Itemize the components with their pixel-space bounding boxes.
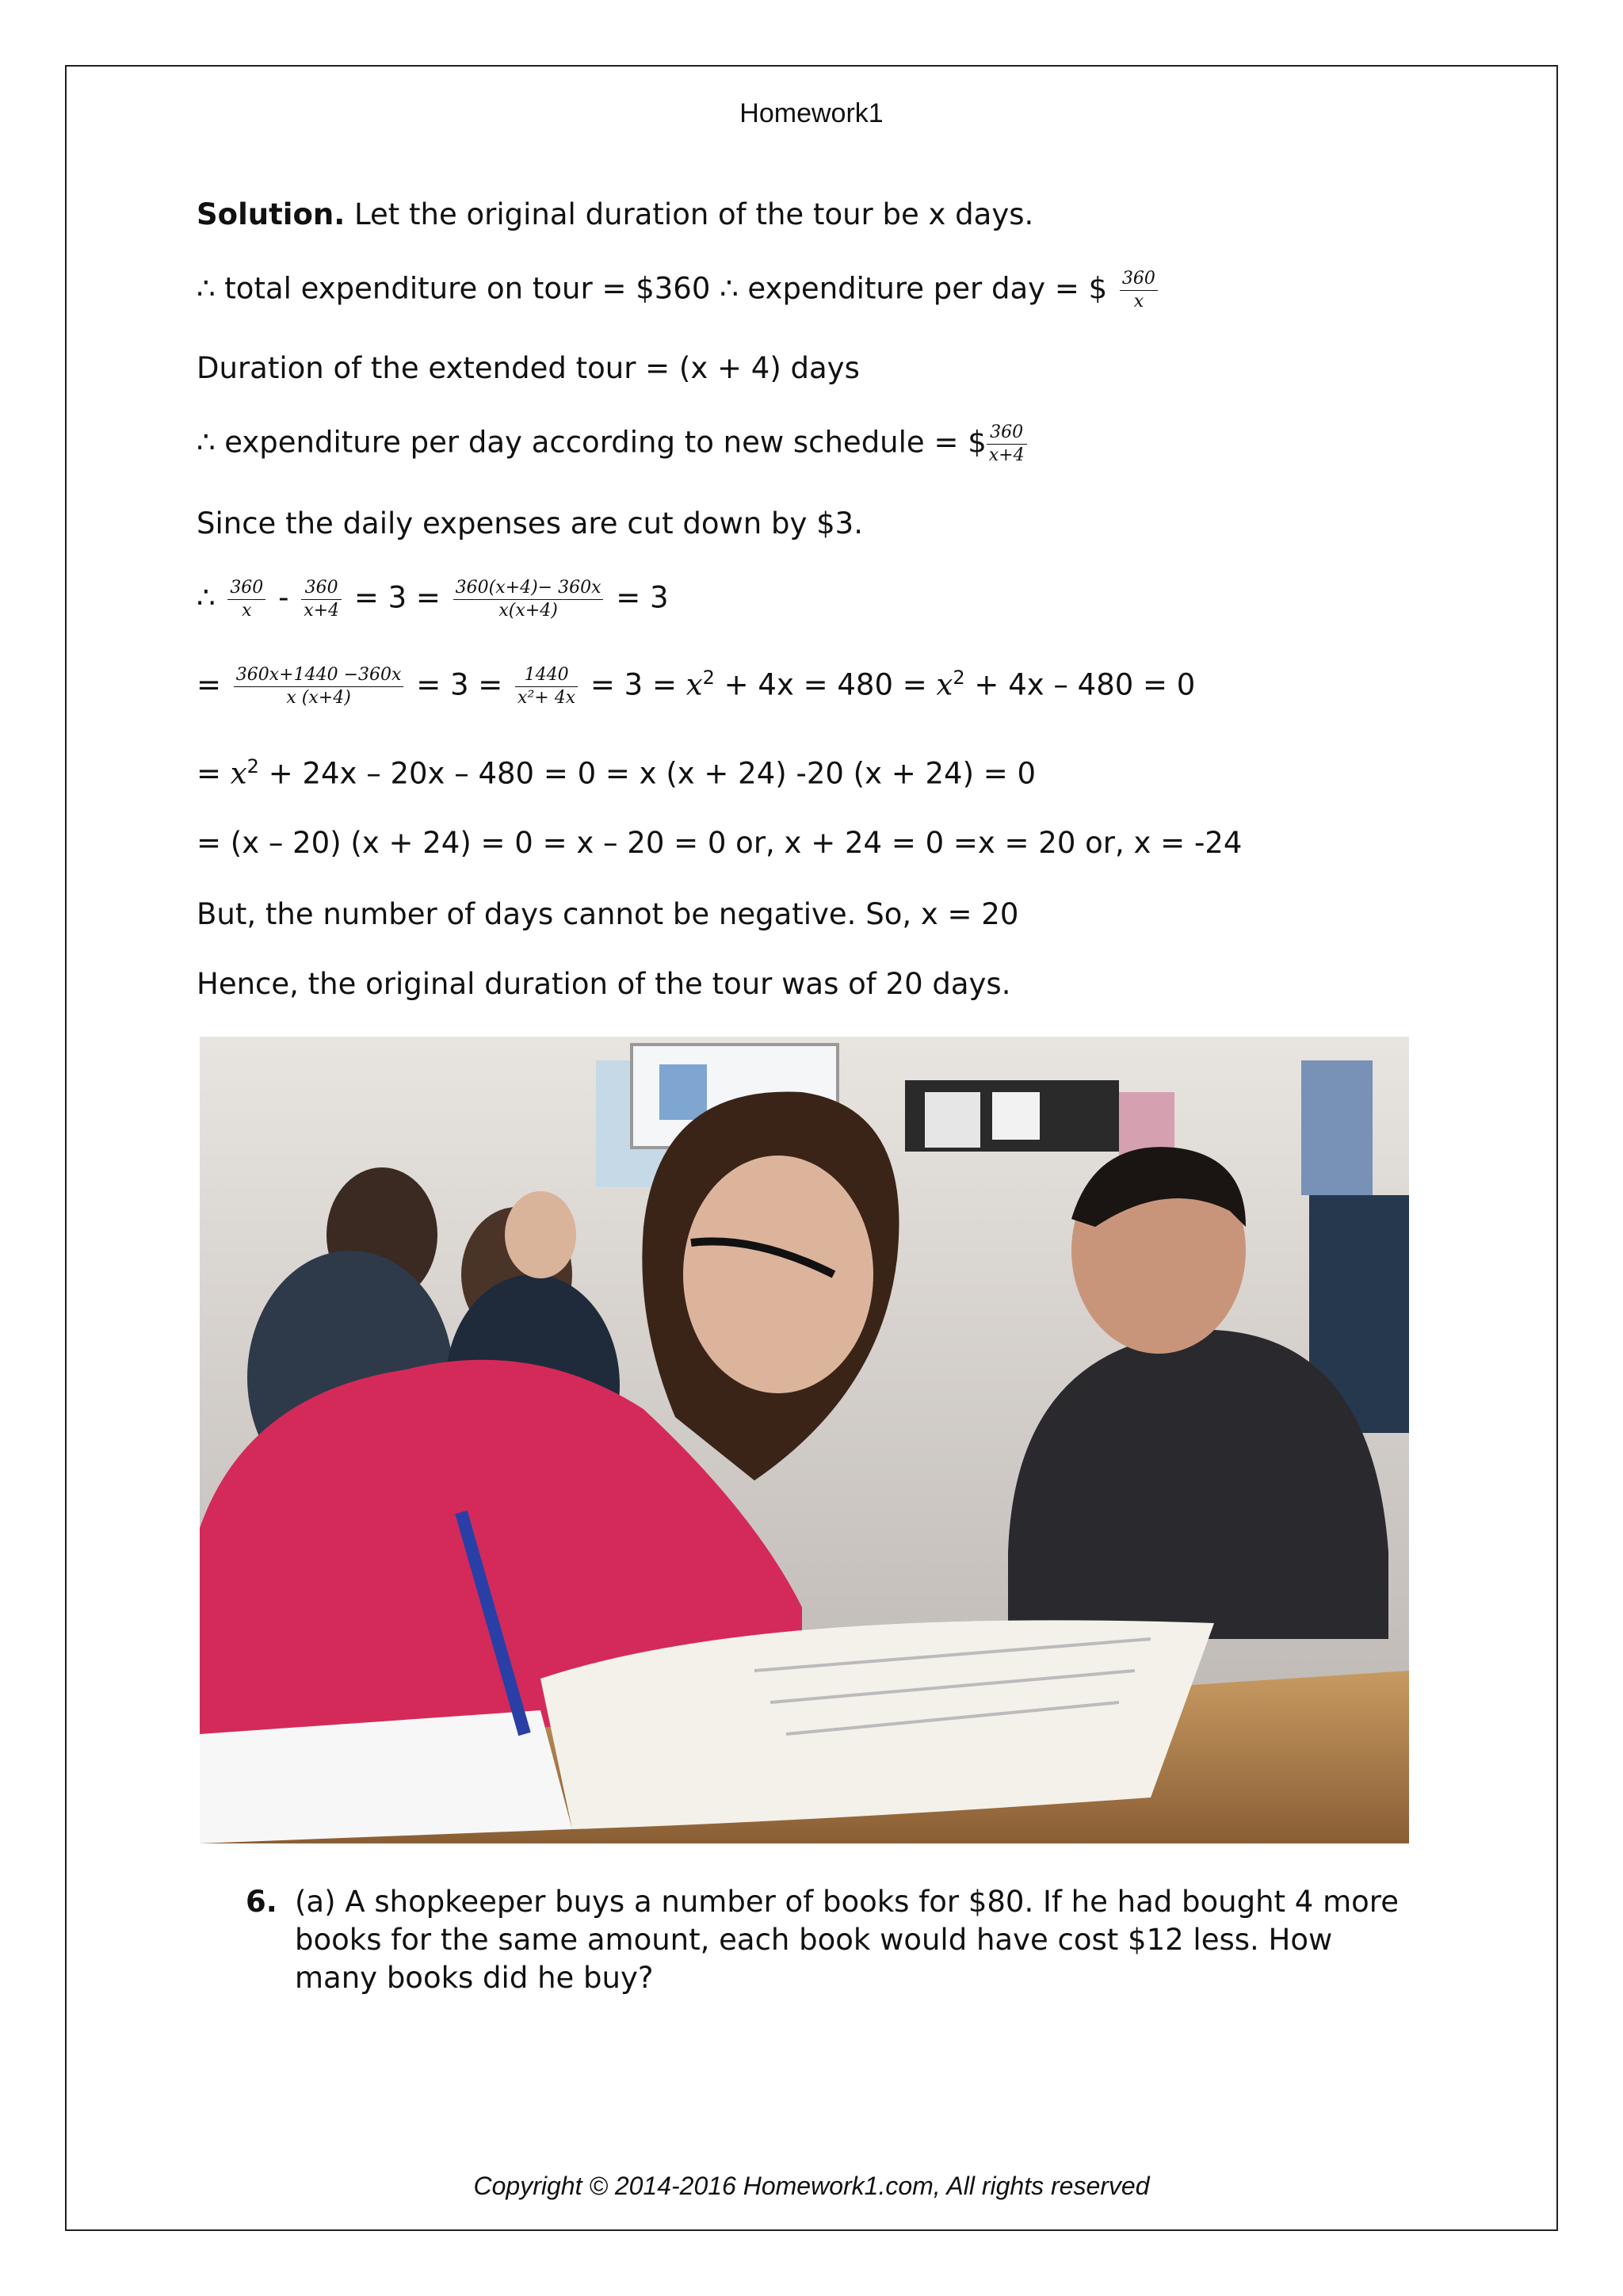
fraction-numerator: 360 xyxy=(301,577,342,600)
exponent: 2 xyxy=(246,755,259,777)
fraction-360-over-x-plus-4 xyxy=(987,422,1027,466)
fraction-numerator: 360(x+4)− 360x xyxy=(453,577,604,600)
therefore-symbol: ∴ xyxy=(197,580,216,615)
equals-three: = 3 = xyxy=(590,667,677,702)
fraction-360-over-x xyxy=(227,577,265,621)
fraction-denominator: x (x+4) xyxy=(286,687,351,708)
minus-sign: - xyxy=(278,580,289,615)
fraction-numerator: 360 xyxy=(227,577,265,600)
fraction-360-over-x-plus-4 xyxy=(301,577,342,621)
fraction-numerator: 1440 xyxy=(515,664,578,687)
fraction-denominator: x+4 xyxy=(304,600,340,621)
solution-intro-text: Let the original duration of the tour be x days. xyxy=(354,197,1034,231)
expenditure-line xyxy=(197,268,1161,312)
exponent: 2 xyxy=(702,667,715,690)
equation-term: + 4x = 480 = xyxy=(714,667,927,702)
fraction-numerator: 360x+1440 −360x xyxy=(234,664,404,687)
equation-term: + 24x – 20x – 480 = 0 = x (x + 24) -20 (x + 24) = 0 xyxy=(258,756,1037,791)
equation-line-3 xyxy=(197,755,1037,791)
fraction-numerator: 360 xyxy=(987,422,1027,445)
variable-x: x xyxy=(685,667,703,702)
negative-days-line: But, the number of days cannot be negative. So, x = 20 xyxy=(197,897,1019,931)
fraction-360-over-x xyxy=(1120,268,1158,312)
fraction-denominator: x(x+4) xyxy=(498,600,558,621)
equation-line-2 xyxy=(197,664,1195,709)
daily-expenses-line: Since the daily expenses are cut down by $3. xyxy=(197,506,863,541)
variable-x: x xyxy=(936,667,953,702)
solution-label: Solution. xyxy=(197,197,346,231)
fraction-denominator: x²+ 4x xyxy=(517,687,576,708)
conclusion-line: Hence, the original duration of the tour was of 20 days. xyxy=(197,967,1011,1001)
equation-line-1 xyxy=(197,577,669,621)
equation-term: + 4x – 480 = 0 xyxy=(964,667,1196,702)
fraction-1440 xyxy=(515,664,578,709)
extended-tour-line: Duration of the extended tour = (x + 4) days xyxy=(197,351,860,385)
expenditure-text: ∴ total expenditure on tour = $360 ∴ expenditure per day = $ xyxy=(197,271,1108,306)
new-schedule-text: ∴ expenditure per day according to new schedule = $ xyxy=(197,425,987,460)
question-text: (a) A shopkeeper buys a number of books for $80. If he had bought 4 more books for the same amount, each book would have cost $12 less. How many books did he buy? xyxy=(295,1885,1399,1995)
fraction-expanded xyxy=(234,664,404,709)
equals-sign: = xyxy=(197,667,222,702)
new-schedule-line xyxy=(197,422,1030,466)
equals-sign: = xyxy=(197,756,222,791)
equation-line-4: = (x – 20) (x + 24) = 0 = x – 20 = 0 or, x + 24 = 0 =x = 20 or, x = -24 xyxy=(197,826,1243,860)
fraction-numerator: 360 xyxy=(1120,268,1158,291)
fraction-denominator: x xyxy=(1133,291,1144,311)
equals-three: = 3 = xyxy=(353,580,441,615)
page-header: Homework1 xyxy=(739,98,884,128)
equals-three: = 3 = xyxy=(416,667,503,702)
classroom-photo xyxy=(200,1037,1409,1843)
copyright-footer: Copyright © 2014-2016 Homework1.com, All rights reserved xyxy=(473,2172,1150,2200)
question-number: 6. xyxy=(246,1885,277,1919)
variable-x: x xyxy=(230,756,247,791)
fraction-denominator: x+4 xyxy=(988,445,1025,465)
fraction-combined xyxy=(453,577,604,621)
solution-intro xyxy=(197,197,1034,231)
exponent: 2 xyxy=(953,667,965,690)
fraction-denominator: x xyxy=(242,600,252,621)
equals-three: = 3 xyxy=(616,580,669,615)
